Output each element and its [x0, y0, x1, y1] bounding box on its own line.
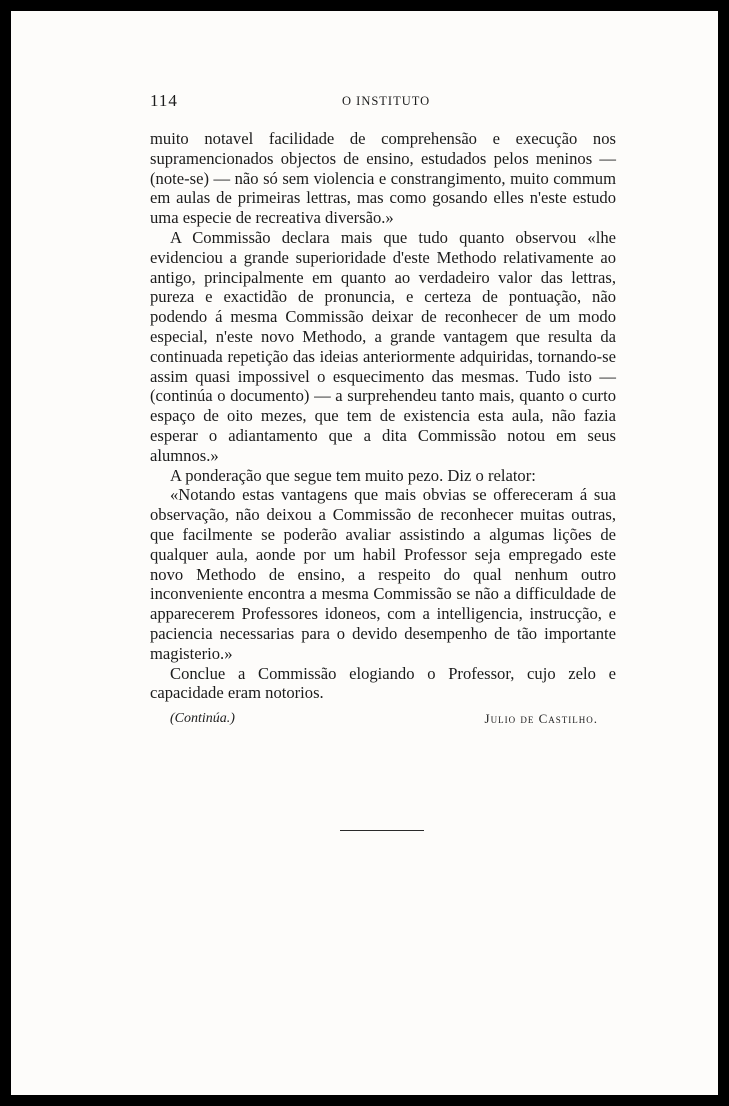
page-number: 114 [150, 91, 178, 110]
article-body [150, 129, 616, 731]
paragraph-reporter-intro: A ponderação que segue tem muito pezo. Diz o relator: [170, 465, 536, 485]
continued-note: (Continúa.) [170, 711, 235, 727]
author-signature: Julio de Castilho. [484, 711, 598, 727]
article-footer [150, 709, 616, 731]
paragraph-conclusion: Conclue a Commissão elogiando o Professor, cujo zelo e capacidade eram notorios. [150, 663, 616, 703]
document-page [11, 11, 718, 1095]
page-header [150, 91, 616, 113]
running-title: O INSTITUTO [342, 94, 431, 108]
paragraph-continuation: muito notavel facilidade de comprehensão e execução nos supramencionados objectos de ensino, estudados pelos meninos — (note-se) — não só sem violencia e constrangimento, muito commum em aulas de primeiras lettras, mas como gosando elles n'este estudo uma especie de recreativa diversão.» [150, 129, 616, 228]
paragraph-commission-declaration: A Commissão declara mais que tudo quanto observou «lhe evidenciou a grande superioridade d'este Methodo relativamente ao antigo, principalmente em quanto ao verdadeiro valor das lettras, pureza e exactidão de pronuncia, e certeza de pontuação, não podendo á mesma Commissão deixar de reconhecer de um modo especial, n'este novo Methodo, a grande vantagem que resulta da continuada repetição das ideias anteriormente adquiridas, tornando-se assim quasi impossivel o esquecimento das mesmas. Tudo isto — (continúa o documento) — a surprehendeu tanto mais, quanto o curto espaço de oito mezes, que tem de existencia esta aula, não fazia esperar o adiantamento que a dita Commissão notou em seus alumnos.» [150, 227, 616, 465]
section-divider [340, 830, 424, 831]
paragraph-quoted-report: «Notando estas vantagens que mais obvias se offereceram á sua observação, não deixou a Commissão de reconhecer muitas outras, que facilmente se poderão avaliar assistindo a algumas lições de qualquer aula, aonde por um habil Professor seja empregado este novo Methodo de ensino, a respeito do qual nenhum outro inconveniente encontra a mesma Commissão se não a difficuldade de apparecerem Professores idoneos, com a intelligencia, instrucção, e paciencia necessarias para o devido desempenho de tão importante magisterio.» [150, 485, 616, 663]
